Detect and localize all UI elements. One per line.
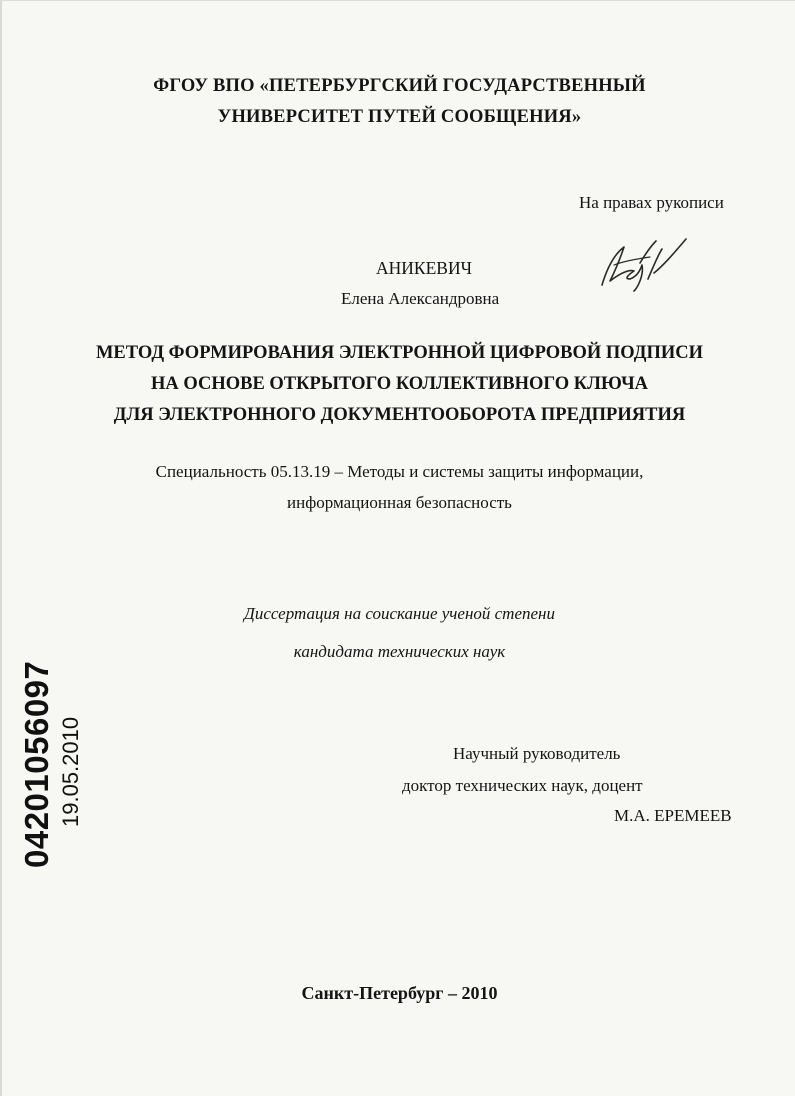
degree-line-2: кандидата технических наук — [293, 642, 506, 661]
supervisor-label: Научный руководитель — [453, 744, 621, 763]
specialty-line-1: Специальность 05.13.19 – Методы и системы защиты информации, — [155, 462, 644, 481]
city-year: Санкт-Петербург – 2010 — [301, 983, 498, 1003]
supervisor-degree: доктор технических наук, доцент — [402, 776, 643, 795]
supervisor-name: М.А. ЕРЕМЕЕВ — [614, 806, 732, 825]
rights-note: На правах рукописи — [579, 193, 724, 212]
dissertation-title-line-2: НА ОСНОВЕ ОТКРЫТОГО КОЛЛЕКТИВНОГО КЛЮЧА — [150, 374, 649, 394]
dissertation-title-line-1: МЕТОД ФОРМИРОВАНИЯ ЭЛЕКТРОННОЙ ЦИФРОВОЙ ПОДПИСИ — [95, 343, 704, 363]
organization-line-2: УНИВЕРСИТЕТ ПУТЕЙ СООБЩЕНИЯ» — [217, 107, 582, 127]
library-stamp-number: 04201056097 — [18, 660, 55, 868]
author-surname: АНИКЕВИЧ — [376, 258, 472, 278]
degree-line-1: Диссертация на соискание ученой степени — [244, 604, 555, 623]
specialty-line-2: информационная безопасность — [287, 493, 512, 512]
organization-line-1: ФГОУ ВПО «ПЕТЕРБУРГСКИЙ ГОСУДАРСТВЕННЫЙ — [153, 76, 646, 96]
author-name: Елена Александровна — [341, 289, 500, 308]
signature-icon — [594, 235, 694, 295]
dissertation-title-line-3: ДЛЯ ЭЛЕКТРОННОГО ДОКУМЕНТООБОРОТА ПРЕДПРИЯТИЯ — [113, 405, 686, 425]
library-stamp-date: 19.05.2010 — [58, 716, 83, 827]
